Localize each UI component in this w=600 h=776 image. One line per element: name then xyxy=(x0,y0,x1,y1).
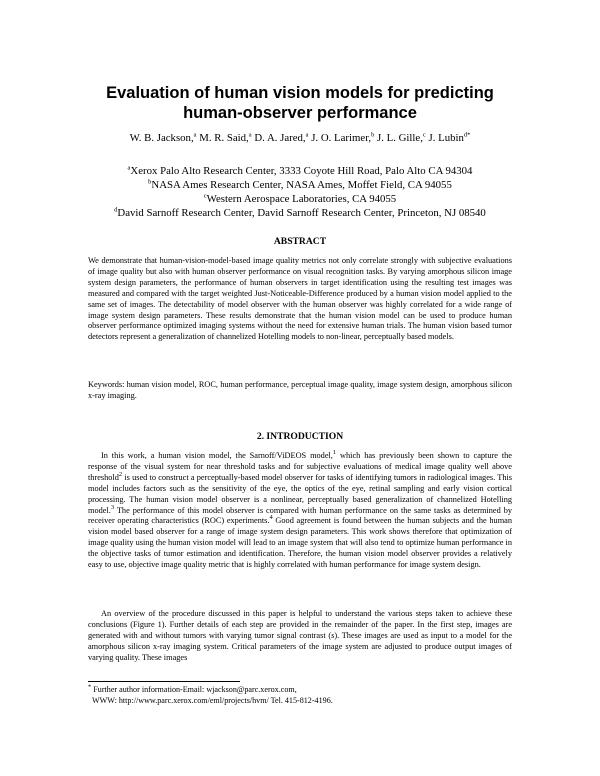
footnote-line-1: * Further author information-Email: wjackson@parc.xerox.com, xyxy=(88,683,297,694)
author: D. A. Jared,$^a$ xyxy=(254,131,309,144)
introduction-paragraph-2: An overview of the procedure discussed in this paper is helpful to understand the various steps taken to achieve these conclusions (Figure 1). Further details of each step are provided in the remainder of the paper. In the first step, images are generated with and without tumors with varying tumor signal contrast (s). These images are used as input to a model for the amorphous silicon x-ray imaging system. Critical parameters of the image system are adjusted to produce output images of varying quality. These images xyxy=(88,609,512,662)
introduction-paragraph-1: In this work, a human vision model, the Sarnoff/ViDEOS model,$^1$ which has previously been shown to capture the response of the visual system for near threshold tasks and for subjective evaluations of medical image quality well above threshold$^2$ is used to construct a perceptually-based model observer for tasks of identifying tumors in radiological images. This model includes factors such as the sensitivity of the eye, the optics of the eye, retinal sampling and early vision cortical processing. The human vision model observer is a nonlinear, perceptually based generalization of channelized Hotelling model.$^3$ The performance of this model observer is compared with human performance on the same tasks as determined by receiver operating characteristics (ROC) experiments.$^4$ Good agreement is found between the human subjects and the human vision model based observer for a range of image system design parameters. This work shows therefore that optimization of image quality using the human vision model will lead to an image system that will also tend to optimize human performance in the objective tasks of tumor estimation and identification. Therefore, the human vision model observer provides a relatively easy to use, objective image quality metric that is highly correlated with human performance for image system design. xyxy=(88,449,512,570)
author-list xyxy=(40,132,560,145)
author: J. Lubin$^{d*}$ xyxy=(428,131,471,144)
title-line-2: human-observer performance xyxy=(183,104,417,122)
abstract-text: We demonstrate that human-vision-model-based image quality metrics not only correlate strongly with subjective evaluations of image quality but also with human observer performance on visual recognition tasks. By varying amorphous silicon image system design parameters, the performance of human observers in target identification using the resulting test images was measured and compared with the target weighted Just-Noticeable-Difference produced by a human vision model applied to the same set of images. The detectability of model observer with the human observer was highly correlated for a wide range of image system design parameters. These results demonstrate that the human vision model can be used to produce human observer performance optimized imaging systems without the need for extensive human trials. The human vision based tumor detectors represent a generalization of channelized Hotelling models to non-linear, perceptually based models. xyxy=(88,256,512,342)
footnote-divider xyxy=(88,681,240,682)
author: J. O. Larimer,$^b$ xyxy=(311,131,375,144)
affiliation: $^c$Western Aerospace Laboratories, CA 94055 xyxy=(203,192,397,205)
author: J. L. Gille,$^c$ xyxy=(377,131,426,144)
author: W. B. Jackson,$^a$ xyxy=(129,131,197,144)
footnote-line-2: WWW: http://www.parc.xerox.com/eml/projects/hvm/ Tel. 415-812-4196. xyxy=(92,696,333,705)
title-line-1: Evaluation of human vision models for predicting xyxy=(106,84,494,102)
keywords: Keywords: human vision model, ROC, human performance, perceptual image quality, image system design, amorphous silicon x-ray imaging. xyxy=(88,380,512,400)
abstract-heading: ABSTRACT xyxy=(273,236,327,247)
affiliation: $^a$Xerox Palo Alto Research Center, 3333 Coyote Hill Road, Palo Alto CA 94304 xyxy=(127,164,473,177)
paper-title xyxy=(60,83,540,123)
affiliation: $^b$NASA Ames Research Center, NASA Ames, Moffet Field, CA 94055 xyxy=(148,178,452,191)
author-footnote xyxy=(88,684,512,706)
affiliation: $^d$David Sarnoff Research Center, David Sarnoff Research Center, Princeton, NJ 08540 xyxy=(114,206,486,219)
author: M. R. Said,$^a$ xyxy=(199,131,252,144)
affiliation-list xyxy=(40,164,560,220)
introduction-heading: 2. INTRODUCTION xyxy=(256,431,344,442)
